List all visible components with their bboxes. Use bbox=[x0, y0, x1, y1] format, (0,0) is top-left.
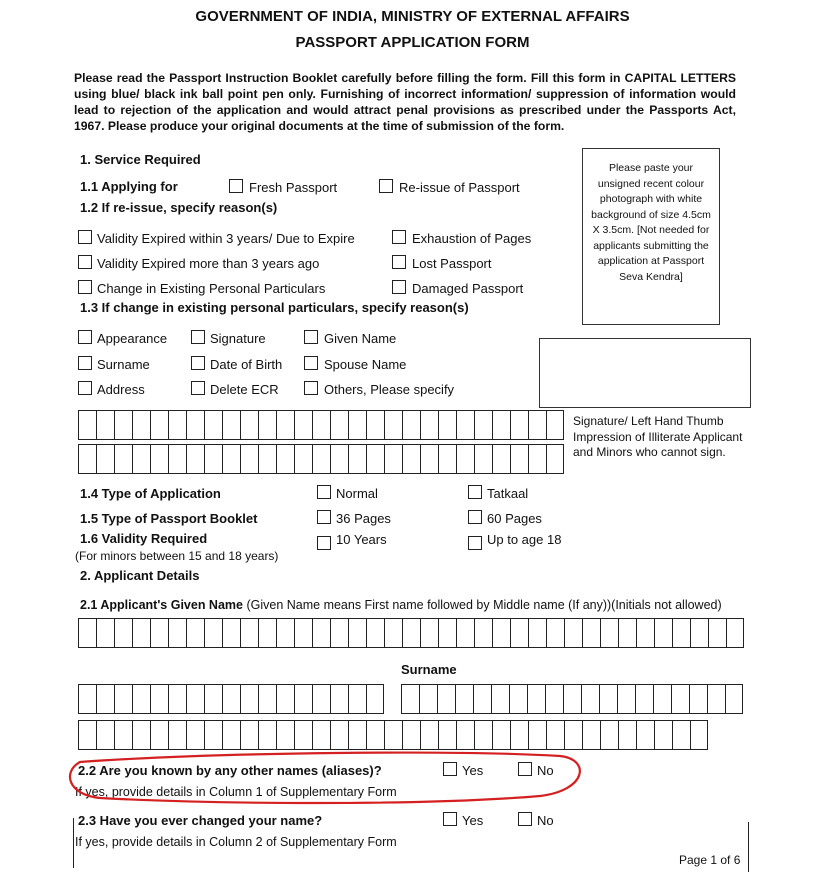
char-cell[interactable] bbox=[635, 684, 653, 714]
char-cell[interactable] bbox=[510, 444, 528, 474]
photo-box: Please paste your unsigned recent colour photograph with white background of size 4.5cm X 3.5cm. [Not needed for applicants submitting the application at Passport Seva Kendra] bbox=[582, 148, 720, 325]
char-cell[interactable] bbox=[168, 684, 186, 714]
char-cell[interactable] bbox=[240, 410, 258, 440]
char-cell[interactable] bbox=[726, 618, 744, 648]
char-cell[interactable] bbox=[222, 684, 240, 714]
damaged-passport-checkbox[interactable] bbox=[392, 280, 406, 294]
char-cell[interactable] bbox=[474, 618, 492, 648]
char-cell[interactable] bbox=[636, 720, 654, 750]
given-name-label: 2.1 Applicant's Given Name bbox=[80, 598, 243, 612]
char-cell[interactable] bbox=[186, 720, 204, 750]
char-cell[interactable] bbox=[725, 684, 743, 714]
36-pages-label: 36 Pages bbox=[336, 511, 391, 526]
char-cell[interactable] bbox=[348, 618, 366, 648]
aliases-yes-label: Yes bbox=[462, 763, 484, 778]
char-cell[interactable] bbox=[384, 410, 402, 440]
red-circle-annotation bbox=[60, 750, 600, 810]
char-cell[interactable] bbox=[96, 410, 114, 440]
char-cell[interactable] bbox=[672, 720, 690, 750]
char-cell[interactable] bbox=[707, 684, 725, 714]
char-cell[interactable] bbox=[294, 618, 312, 648]
char-cell[interactable] bbox=[168, 444, 186, 474]
char-cell[interactable] bbox=[510, 618, 528, 648]
spouse-name-checkbox[interactable] bbox=[304, 356, 318, 370]
char-cell[interactable] bbox=[168, 720, 186, 750]
char-cell[interactable] bbox=[618, 618, 636, 648]
char-cell[interactable] bbox=[491, 684, 509, 714]
given-name-input-row[interactable] bbox=[78, 618, 744, 648]
normal-label: Normal bbox=[336, 486, 378, 501]
surname-label: Surname bbox=[401, 662, 457, 677]
char-cell[interactable] bbox=[240, 720, 258, 750]
char-cell[interactable] bbox=[564, 720, 582, 750]
up-to-18-checkbox[interactable] bbox=[468, 536, 482, 550]
validity-label: 1.6 Validity Required bbox=[80, 531, 208, 546]
char-cell[interactable] bbox=[546, 618, 564, 648]
char-cell[interactable] bbox=[258, 720, 276, 750]
char-cell[interactable] bbox=[581, 684, 599, 714]
char-cell[interactable] bbox=[78, 444, 96, 474]
char-cell[interactable] bbox=[654, 720, 672, 750]
char-cell[interactable] bbox=[528, 720, 546, 750]
char-cell[interactable] bbox=[294, 444, 312, 474]
char-cell[interactable] bbox=[330, 720, 348, 750]
form-title: PASSPORT APPLICATION FORM bbox=[295, 34, 530, 51]
char-cell[interactable] bbox=[294, 720, 312, 750]
char-cell[interactable] bbox=[240, 444, 258, 474]
char-cell[interactable] bbox=[276, 618, 294, 648]
given-name-option-label: Given Name bbox=[324, 331, 397, 346]
char-cell[interactable] bbox=[563, 684, 581, 714]
form-ministry-title: GOVERNMENT OF INDIA, MINISTRY OF EXTERNAL AFFAIRS bbox=[195, 8, 630, 25]
char-cell[interactable] bbox=[204, 410, 222, 440]
change-reason-label: 1.3 If change in existing personal particulars, specify reason(s) bbox=[80, 300, 469, 315]
char-cell[interactable] bbox=[492, 410, 510, 440]
surname-option-label: Surname bbox=[97, 357, 150, 372]
char-cell[interactable] bbox=[636, 618, 654, 648]
char-cell[interactable] bbox=[78, 720, 96, 750]
char-cell[interactable] bbox=[438, 444, 456, 474]
char-cell[interactable] bbox=[690, 720, 708, 750]
signature-box[interactable] bbox=[539, 338, 751, 408]
char-cell[interactable] bbox=[132, 618, 150, 648]
char-cell[interactable] bbox=[150, 410, 168, 440]
char-cell[interactable] bbox=[456, 410, 474, 440]
appearance-label: Appearance bbox=[97, 331, 168, 346]
char-cell[interactable] bbox=[599, 684, 617, 714]
char-cell[interactable] bbox=[114, 410, 132, 440]
char-cell[interactable] bbox=[150, 444, 168, 474]
char-cell[interactable] bbox=[384, 720, 402, 750]
given-name-input-row-2[interactable] bbox=[78, 684, 384, 714]
char-cell[interactable] bbox=[582, 618, 600, 648]
char-cell[interactable] bbox=[474, 410, 492, 440]
char-cell[interactable] bbox=[258, 618, 276, 648]
char-cell[interactable] bbox=[654, 618, 672, 648]
red-circle-path bbox=[70, 753, 580, 803]
char-cell[interactable] bbox=[438, 720, 456, 750]
delete-ecr-checkbox[interactable] bbox=[191, 381, 205, 395]
changed-yes-checkbox[interactable] bbox=[443, 812, 457, 826]
char-cell[interactable] bbox=[492, 720, 510, 750]
page-number: Page 1 of 6 bbox=[679, 853, 741, 867]
char-cell[interactable] bbox=[186, 444, 204, 474]
char-cell[interactable] bbox=[690, 618, 708, 648]
char-cell[interactable] bbox=[653, 684, 671, 714]
char-cell[interactable] bbox=[150, 618, 168, 648]
char-cell[interactable] bbox=[528, 410, 546, 440]
validity-expired-3y-checkbox[interactable] bbox=[78, 230, 92, 244]
char-cell[interactable] bbox=[186, 684, 204, 714]
char-cell[interactable] bbox=[456, 618, 474, 648]
appearance-checkbox[interactable] bbox=[78, 330, 92, 344]
char-cell[interactable] bbox=[527, 684, 545, 714]
char-cell[interactable] bbox=[402, 410, 420, 440]
char-cell[interactable] bbox=[276, 684, 294, 714]
char-cell[interactable] bbox=[600, 720, 618, 750]
char-cell[interactable] bbox=[510, 410, 528, 440]
char-cell[interactable] bbox=[528, 444, 546, 474]
type-booklet-label: 1.5 Type of Passport Booklet bbox=[80, 511, 258, 526]
char-cell[interactable] bbox=[455, 684, 473, 714]
reissue-checkbox[interactable] bbox=[379, 179, 393, 193]
char-cell[interactable] bbox=[509, 684, 527, 714]
char-cell[interactable] bbox=[276, 410, 294, 440]
fresh-passport-label: Fresh Passport bbox=[249, 180, 338, 195]
char-cell[interactable] bbox=[600, 618, 618, 648]
char-cell[interactable] bbox=[419, 684, 437, 714]
spouse-name-option-label: Spouse Name bbox=[324, 357, 407, 372]
char-cell[interactable] bbox=[366, 618, 384, 648]
60-pages-checkbox[interactable] bbox=[468, 510, 482, 524]
char-cell[interactable] bbox=[150, 720, 168, 750]
char-cell[interactable] bbox=[617, 684, 635, 714]
char-cell[interactable] bbox=[420, 618, 438, 648]
changed-no-checkbox[interactable] bbox=[518, 812, 532, 826]
char-cell[interactable] bbox=[222, 720, 240, 750]
char-cell[interactable] bbox=[366, 684, 384, 714]
char-cell[interactable] bbox=[132, 684, 150, 714]
char-cell[interactable] bbox=[258, 684, 276, 714]
reissue-label: Re-issue of Passport bbox=[399, 180, 520, 195]
char-cell[interactable] bbox=[222, 444, 240, 474]
signature-label: Signature/ Left Hand Thumb Impression of Illiterate Applicant and Minors who cannot sign. bbox=[573, 414, 743, 459]
char-cell[interactable] bbox=[150, 684, 168, 714]
char-cell[interactable] bbox=[330, 444, 348, 474]
char-cell[interactable] bbox=[366, 410, 384, 440]
others-specify-row-2[interactable] bbox=[78, 444, 564, 474]
char-cell[interactable] bbox=[312, 684, 330, 714]
left-margin-line bbox=[73, 818, 74, 868]
char-cell[interactable] bbox=[402, 444, 420, 474]
char-cell[interactable] bbox=[456, 444, 474, 474]
char-cell[interactable] bbox=[474, 720, 492, 750]
10-years-label: 10 Years bbox=[336, 532, 387, 547]
char-cell[interactable] bbox=[528, 618, 546, 648]
char-cell[interactable] bbox=[312, 618, 330, 648]
char-cell[interactable] bbox=[114, 720, 132, 750]
char-cell[interactable] bbox=[420, 410, 438, 440]
others-specify-row-1[interactable] bbox=[78, 410, 564, 440]
char-cell[interactable] bbox=[510, 720, 528, 750]
char-cell[interactable] bbox=[545, 684, 563, 714]
char-cell[interactable] bbox=[294, 410, 312, 440]
char-cell[interactable] bbox=[78, 684, 96, 714]
char-cell[interactable] bbox=[132, 410, 150, 440]
given-name-note: (Given Name means First name followed by Middle name (If any))(Initials not allowed) bbox=[242, 598, 722, 612]
exhaustion-checkbox[interactable] bbox=[392, 230, 406, 244]
change-particulars-label: Change in Existing Personal Particulars bbox=[97, 281, 326, 296]
char-cell[interactable] bbox=[401, 684, 419, 714]
char-cell[interactable] bbox=[312, 410, 330, 440]
address-checkbox[interactable] bbox=[78, 381, 92, 395]
char-cell[interactable] bbox=[438, 410, 456, 440]
char-cell[interactable] bbox=[348, 410, 366, 440]
char-cell[interactable] bbox=[330, 618, 348, 648]
char-cell[interactable] bbox=[78, 618, 96, 648]
char-cell[interactable] bbox=[582, 720, 600, 750]
char-cell[interactable] bbox=[474, 444, 492, 474]
changed-name-question: 2.3 Have you ever changed your name? bbox=[78, 813, 323, 828]
validity-note: (For minors between 15 and 18 years) bbox=[75, 549, 279, 563]
char-cell[interactable] bbox=[168, 410, 186, 440]
changed-name-note: If yes, provide details in Column 2 of Supplementary Form bbox=[75, 835, 397, 849]
char-cell[interactable] bbox=[240, 684, 258, 714]
char-cell[interactable] bbox=[204, 720, 222, 750]
surname-checkbox[interactable] bbox=[78, 356, 92, 370]
10-years-checkbox[interactable] bbox=[317, 536, 331, 550]
char-cell[interactable] bbox=[204, 444, 222, 474]
exhaustion-label: Exhaustion of Pages bbox=[412, 231, 532, 246]
tatkaal-checkbox[interactable] bbox=[468, 485, 482, 499]
applying-for-label: 1.1 Applying for bbox=[80, 179, 178, 194]
char-cell[interactable] bbox=[168, 618, 186, 648]
tatkaal-label: Tatkaal bbox=[487, 486, 529, 501]
char-cell[interactable] bbox=[546, 720, 564, 750]
surname-input-row[interactable] bbox=[401, 684, 743, 714]
char-cell[interactable] bbox=[114, 684, 132, 714]
aliases-no-label: No bbox=[537, 763, 554, 778]
60-pages-label: 60 Pages bbox=[487, 511, 542, 526]
char-cell[interactable] bbox=[348, 720, 366, 750]
char-cell[interactable] bbox=[276, 720, 294, 750]
char-cell[interactable] bbox=[258, 444, 276, 474]
char-cell[interactable] bbox=[420, 720, 438, 750]
changed-no-label: No bbox=[537, 813, 554, 828]
char-cell[interactable] bbox=[330, 684, 348, 714]
char-cell[interactable] bbox=[618, 720, 636, 750]
36-pages-checkbox[interactable] bbox=[317, 510, 331, 524]
char-cell[interactable] bbox=[222, 618, 240, 648]
char-cell[interactable] bbox=[240, 618, 258, 648]
char-cell[interactable] bbox=[708, 618, 726, 648]
surname-input-row-2[interactable] bbox=[78, 720, 708, 750]
aliases-note: If yes, provide details in Column 1 of Supplementary Form bbox=[75, 785, 397, 799]
aliases-question: 2.2 Are you known by any other names (aliases)? bbox=[78, 763, 382, 778]
reissue-reason-label: 1.2 If re-issue, specify reason(s) bbox=[80, 200, 278, 215]
others-option-label: Others, Please specify bbox=[324, 382, 455, 397]
signature-checkbox[interactable] bbox=[191, 330, 205, 344]
char-cell[interactable] bbox=[672, 618, 690, 648]
address-option-label: Address bbox=[97, 382, 145, 397]
char-cell[interactable] bbox=[294, 684, 312, 714]
char-cell[interactable] bbox=[330, 410, 348, 440]
type-application-label: 1.4 Type of Application bbox=[80, 486, 221, 501]
up-to-18-label: Up to age 18 bbox=[487, 532, 562, 547]
char-cell[interactable] bbox=[258, 410, 276, 440]
given-name-checkbox[interactable] bbox=[304, 330, 318, 344]
instructions: Please read the Passport Instruction Booklet carefully before filling the form. Fill this form in CAPITAL LETTERS using blue/ black ink ball point pen only. Furnishing of incorrect information/ suppression of information would lead to rejection of the application and would attract penal provisions as prescribed under the Passports Act, 1967. Please produce your original documents at the time of submission of the form. bbox=[74, 71, 736, 133]
char-cell[interactable] bbox=[204, 618, 222, 648]
right-margin-line bbox=[748, 822, 749, 872]
char-cell[interactable] bbox=[437, 684, 455, 714]
signature-option-label: Signature bbox=[210, 331, 266, 346]
char-cell[interactable] bbox=[402, 618, 420, 648]
dob-option-label: Date of Birth bbox=[210, 357, 283, 372]
char-cell[interactable] bbox=[689, 684, 707, 714]
char-cell[interactable] bbox=[186, 410, 204, 440]
char-cell[interactable] bbox=[546, 410, 564, 440]
char-cell[interactable] bbox=[492, 618, 510, 648]
char-cell[interactable] bbox=[132, 720, 150, 750]
char-cell[interactable] bbox=[222, 410, 240, 440]
char-cell[interactable] bbox=[132, 444, 150, 474]
section-2-title: 2. Applicant Details bbox=[80, 568, 200, 583]
char-cell[interactable] bbox=[366, 444, 384, 474]
char-cell[interactable] bbox=[114, 618, 132, 648]
char-cell[interactable] bbox=[96, 684, 114, 714]
char-cell[interactable] bbox=[114, 444, 132, 474]
char-cell[interactable] bbox=[312, 720, 330, 750]
char-cell[interactable] bbox=[671, 684, 689, 714]
char-cell[interactable] bbox=[438, 618, 456, 648]
lost-passport-checkbox[interactable] bbox=[392, 255, 406, 269]
char-cell[interactable] bbox=[96, 618, 114, 648]
delete-ecr-option-label: Delete ECR bbox=[210, 382, 279, 397]
char-cell[interactable] bbox=[96, 720, 114, 750]
fresh-passport-checkbox[interactable] bbox=[229, 179, 243, 193]
char-cell[interactable] bbox=[402, 720, 420, 750]
char-cell[interactable] bbox=[492, 444, 510, 474]
char-cell[interactable] bbox=[366, 720, 384, 750]
others-checkbox[interactable] bbox=[304, 381, 318, 395]
char-cell[interactable] bbox=[473, 684, 491, 714]
validity-expired-more-checkbox[interactable] bbox=[78, 255, 92, 269]
char-cell[interactable] bbox=[384, 444, 402, 474]
changed-yes-label: Yes bbox=[462, 813, 484, 828]
char-cell[interactable] bbox=[276, 444, 294, 474]
char-cell[interactable] bbox=[186, 618, 204, 648]
char-cell[interactable] bbox=[546, 444, 564, 474]
section-1-title: 1. Service Required bbox=[80, 152, 201, 167]
char-cell[interactable] bbox=[312, 444, 330, 474]
char-cell[interactable] bbox=[564, 618, 582, 648]
validity-expired-more-label: Validity Expired more than 3 years ago bbox=[97, 256, 320, 271]
char-cell[interactable] bbox=[78, 410, 96, 440]
char-cell[interactable] bbox=[204, 684, 222, 714]
given-name-heading bbox=[80, 598, 722, 612]
char-cell[interactable] bbox=[420, 444, 438, 474]
change-particulars-checkbox[interactable] bbox=[78, 280, 92, 294]
char-cell[interactable] bbox=[384, 618, 402, 648]
lost-passport-label: Lost Passport bbox=[412, 256, 492, 271]
char-cell[interactable] bbox=[96, 444, 114, 474]
dob-checkbox[interactable] bbox=[191, 356, 205, 370]
char-cell[interactable] bbox=[348, 444, 366, 474]
char-cell[interactable] bbox=[348, 684, 366, 714]
validity-expired-3y-label: Validity Expired within 3 years/ Due to Expire bbox=[97, 231, 355, 246]
normal-checkbox[interactable] bbox=[317, 485, 331, 499]
damaged-passport-label: Damaged Passport bbox=[412, 281, 524, 296]
char-cell[interactable] bbox=[456, 720, 474, 750]
